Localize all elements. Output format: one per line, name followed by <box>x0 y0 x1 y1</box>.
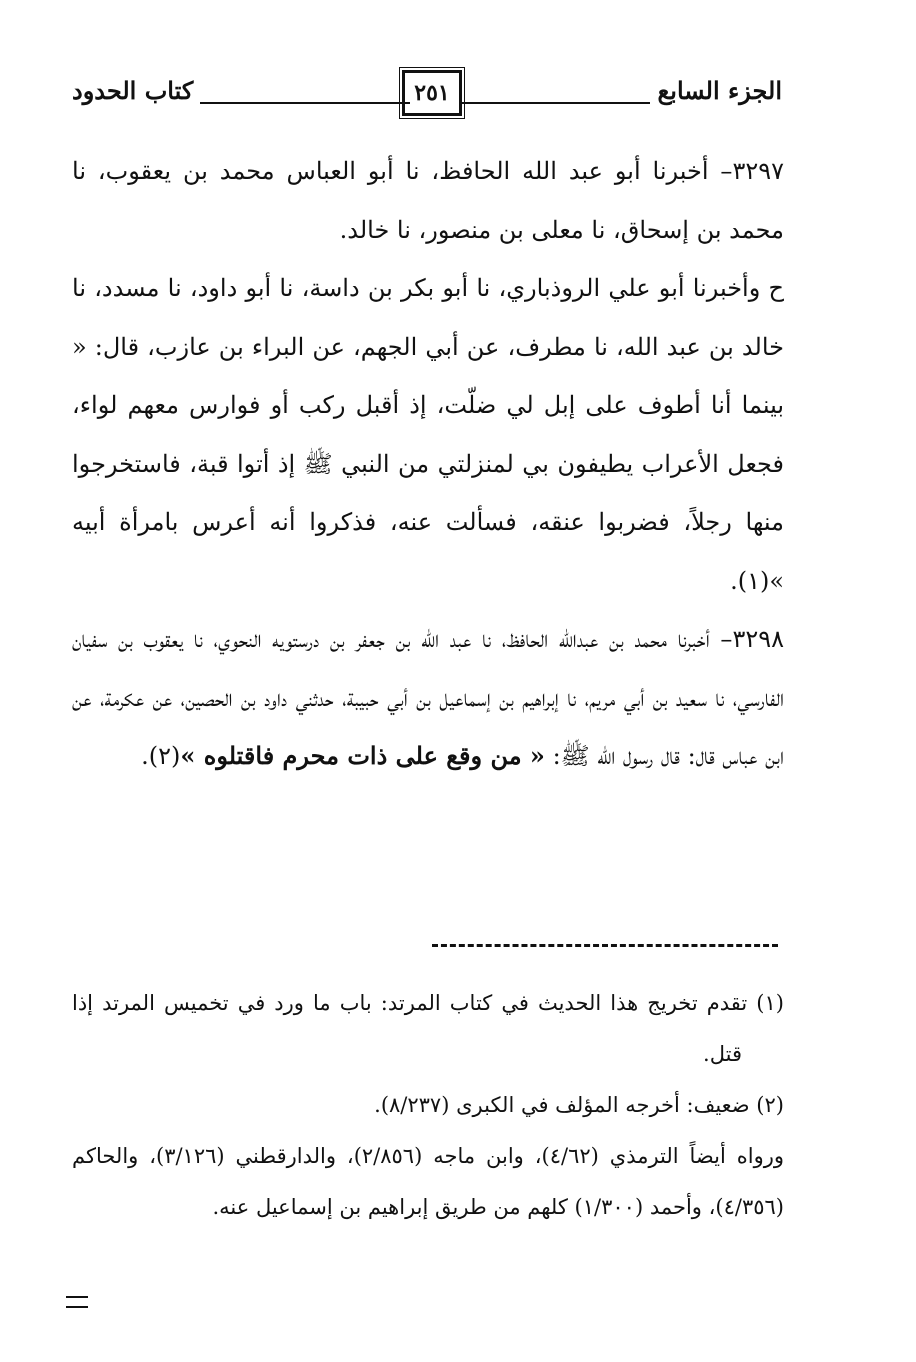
hadith-3298-matn: « من وقع على ذات محرم فاقتلوه » <box>180 741 545 770</box>
hadith-3297-second-chain: ح وأخبرنا أبو علي الروذباري، نا أبو بكر بن داسة، نا أبو داود، نا مسدد، نا خالد بن عبد الله، نا مطرف، عن أبي الجهم، عن البراء بن عازب، قال: « بينما أنا أطوف على إبل لي ضلّت، إذ أقبل ركب أو فوارس معهم لواء، فجعل الأعراب يطيفون بي لمنزلتي من النبي ﷺ إذ أتوا قبة، فاستخرجوا منها رجلاً، فضربوا عنقه، فسألت عنه، فذكروا أنه أعرس بامرأة أبيه »(١). <box>72 274 784 595</box>
page-number-box: ٢٥١ <box>402 70 462 116</box>
running-header <box>72 70 782 116</box>
footnote-separator <box>432 944 778 947</box>
hadith-3298 <box>72 610 784 786</box>
hadith-3298-chain: ٣٢٩٨– أخبرنا محمد بن عبدالله الحافظ، نا عبد الله بن جعفر بن درستويه النحوي، نا يعقوب بن سفيان الفارسي، نا سعيد بن أبي مريم، نا إبراهيم بن إسماعيل بن أبي حبيبة، حدثني داود بن الحصين، عن عكرمة، عن ابن عباس قال: قال رسول الله ﷺ: <box>72 625 784 770</box>
footnote-2-continued: ورواه أيضاً الترمذي (٤/٦٢)، وابن ماجه (٢/٨٥٦)، والدارقطني (٣/١٢٦)، والحاكم (٤/٣٥٦)، وأحمد (١/٣٠٠) كلهم من طريق إبراهيم بن إسماعيل عنه. <box>72 1144 785 1219</box>
footnote-2: (٢) ضعيف: أخرجه المؤلف في الكبرى (٨/٢٣٧). <box>374 1093 784 1117</box>
hadith-3297: ٣٢٩٧– أخبرنا أبو عبد الله الحافظ، نا أبو العباس محمد بن يعقوب، نا محمد بن إسحاق، نا معلى بن منصور، نا خالد. <box>72 157 784 244</box>
header-rule-left <box>200 102 410 104</box>
footnotes <box>72 978 784 1233</box>
main-text <box>72 142 784 786</box>
header-rule-right <box>460 102 650 104</box>
footnote-ref-2: (٢). <box>141 742 181 770</box>
footnote-1: (١) تقدم تخريج هذا الحديث في كتاب المرتد: باب ما ورد في تخميس المرتد إذا قتل. <box>72 991 784 1066</box>
page-end-mark <box>66 1296 88 1308</box>
book-title: كتاب الحدود <box>72 76 194 105</box>
volume-title: الجزء السابع <box>657 76 782 105</box>
